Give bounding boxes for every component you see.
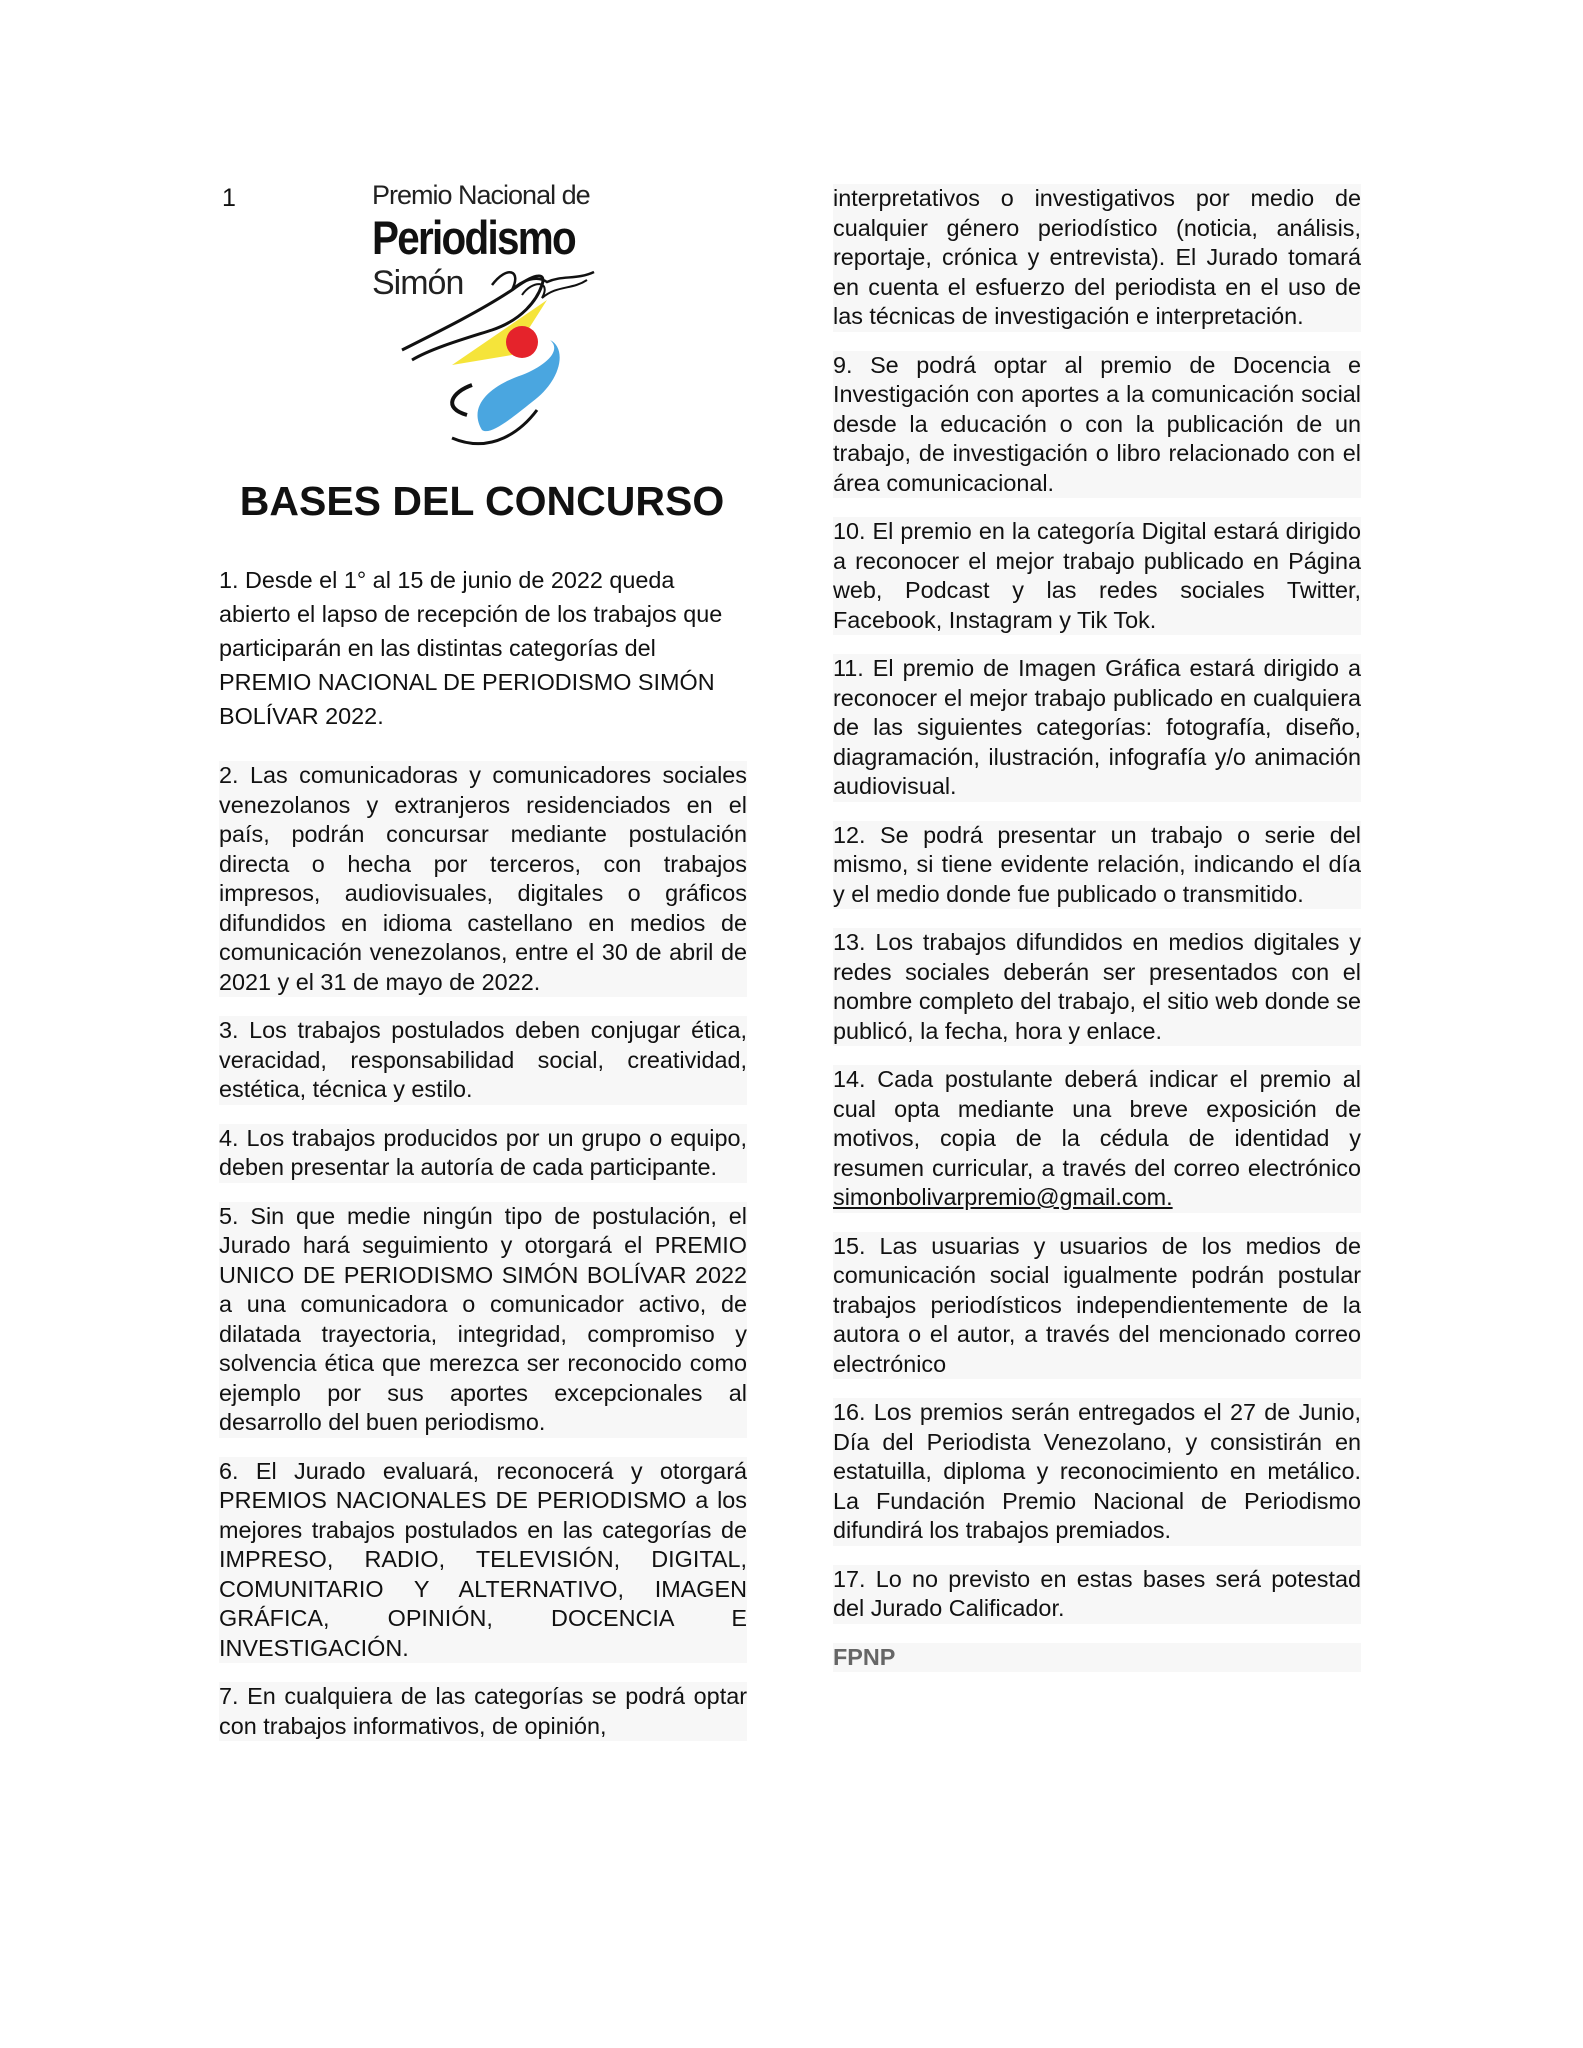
logo-line1: Premio Nacional de xyxy=(372,180,590,210)
page-number: 1 xyxy=(222,184,236,212)
page-title: BASES DEL CONCURSO xyxy=(239,478,725,524)
rule-2: 2. Las comunicadoras y comunicadores sociales venezolanos y extranjeros residenciados en el país, podrán concursar mediante postulación directa o hecha por terceros, con trabajos impresos, audiovisuales, digitales o gráficos difundidos en idioma castellano en medios de comunicación venezolanos, entre el 30 de abril de 2021 y el 31 de mayo de 2022. xyxy=(219,761,747,997)
rule-5: 5. Sin que medie ningún tipo de postulación, el Jurado hará seguimiento y otorgará el PREMIO UNICO DE PERIODISMO SIMÓN BOLÍVAR 2022 a una comunicadora o comunicador activo, de dilatada trayectoria, integridad, compromiso y solvencia ética que merezca ser reconocido como ejemplo por sus aportes excepcionales al desarrollo del buen periodismo. xyxy=(219,1202,747,1438)
rule-17: 17. Lo no previsto en estas bases será potestad del Jurado Calificador. xyxy=(833,1565,1361,1624)
signature: FPNP xyxy=(833,1643,1361,1673)
logo-line3: Simón xyxy=(372,264,464,302)
rule-12: 12. Se podrá presentar un trabajo o serie del mismo, si tiene evidente relación, indicando el día y el medio donde fue publicado o transmitido. xyxy=(833,821,1361,910)
rule-9: 9. Se podrá optar al premio de Docencia e Investigación con aportes a la comunicación social desde la educación o con la publicación de un trabajo, de investigación o libro relacionado con el área comunicacional. xyxy=(833,351,1361,499)
rule-7-continued: interpretativos o investigativos por medio de cualquier género periodístico (noticia, análisis, reportaje, crónica y entrevista). El Jurado tomará en cuenta el esfuerzo del periodista en el uso de las técnicas de investigación e interpretación. xyxy=(833,184,1361,332)
rule-7: 7. En cualquiera de las categorías se podrá optar con trabajos informativos, de opinión, xyxy=(219,1682,747,1741)
logo-line2: Periodismo xyxy=(372,211,575,264)
rule-4: 4. Los trabajos producidos por un grupo o equipo, deben presentar la autoría de cada participante. xyxy=(219,1124,747,1183)
rule-15: 15. Las usuarias y usuarios de los medios de comunicación social igualmente podrán postular trabajos periodísticos independientemente de la autora o el autor, a través del mencionado correo electrónico xyxy=(833,1232,1361,1380)
rule-13: 13. Los trabajos difundidos en medios digitales y redes sociales deberán ser presentados con el nombre completo del trabajo, el sitio web donde se publicó, la fecha, hora y enlace. xyxy=(833,928,1361,1046)
premio-logo xyxy=(372,180,612,460)
rule-16: 16. Los premios serán entregados el 27 de Junio, Día del Periodista Venezolano, y consistirán en estatuilla, diploma y reconocimiento en metálico. La Fundación Premio Nacional de Periodismo difundirá los trabajos premiados. xyxy=(833,1398,1361,1546)
email-link[interactable]: simonbolivarpremio@gmail.com. xyxy=(833,1184,1173,1210)
rule-6: 6. El Jurado evaluará, reconocerá y otorgará PREMIOS NACIONALES DE PERIODISMO a los mejores trabajos postulados en las categorías de IMPRESO, RADIO, TELEVISIÓN, DIGITAL, COMUNITARIO Y ALTERNATIVO, IMAGEN GRÁFICA, OPINIÓN, DOCENCIA E INVESTIGACIÓN. xyxy=(219,1457,747,1664)
rule-14 xyxy=(833,1065,1361,1213)
rule-1: 1. Desde el 1° al 15 de junio de 2022 queda abierto el lapso de recepción de los trabajos que participarán en las distintas categorías del PREMIO NACIONAL DE PERIODISMO SIMÓN BOLÍVAR 2022. xyxy=(219,567,723,729)
rule-10: 10. El premio en la categoría Digital estará dirigido a reconocer el mejor trabajo publicado en Página web, Podcast y las redes sociales Twitter, Facebook, Instagram y Tik Tok. xyxy=(833,517,1361,635)
rule-11: 11. El premio de Imagen Gráfica estará dirigido a reconocer el mejor trabajo publicado en cualquiera de las siguientes categorías: fotografía, diseño, diagramación, ilustración, infografía y/o animación audiovisual. xyxy=(833,654,1361,802)
right-column xyxy=(833,184,1361,1672)
left-column xyxy=(219,563,747,1760)
rule-3: 3. Los trabajos postulados deben conjugar ética, veracidad, responsabilidad social, creatividad, estética, técnica y estilo. xyxy=(219,1016,747,1105)
rule-14-text: 14. Cada postulante deberá indicar el premio al cual opta mediante una breve exposición de motivos, copia de la cédula de identidad y resumen curricular, a través del correo electrónico xyxy=(833,1066,1361,1181)
